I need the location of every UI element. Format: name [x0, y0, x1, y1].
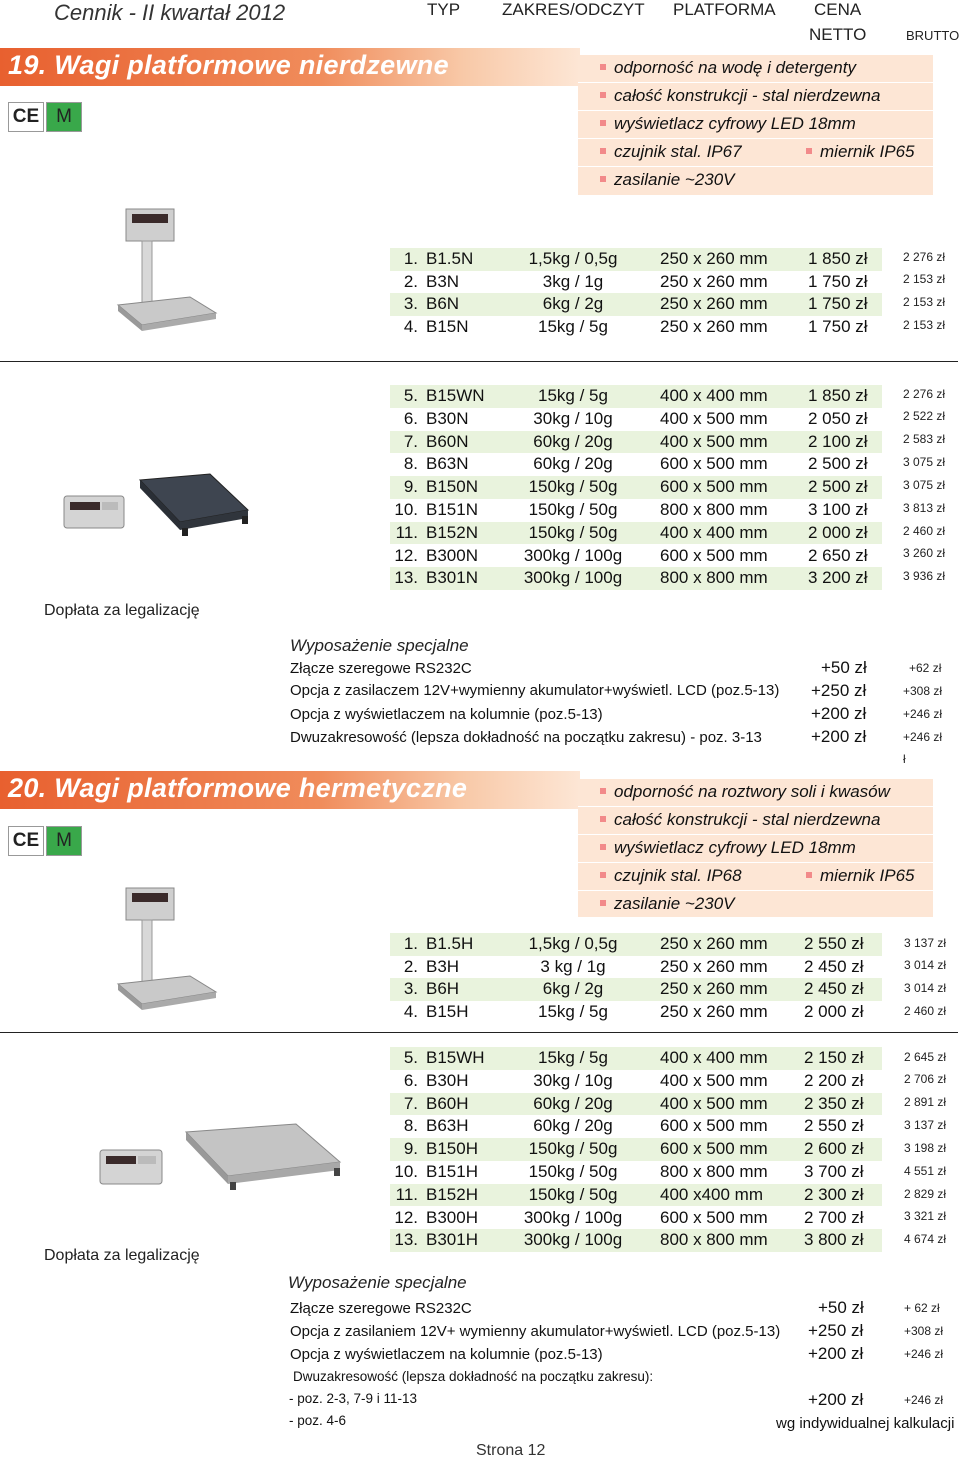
bullet-icon: [600, 148, 606, 154]
brutto-value: 3 321 zł: [904, 1209, 947, 1223]
equipment-item: Opcja z wyświetlaczem na kolumnie (poz.5-13): [290, 706, 603, 723]
stray-char: ł: [903, 752, 906, 766]
feature-item: czujnik stal. IP67: [600, 142, 742, 162]
col-zakres: ZAKRES/ODCZYT: [502, 0, 645, 19]
page-number: Strona 12: [476, 1442, 546, 1459]
table-row: 10. B151H 150kg / 50g 800 x 800 mm 3 700 zł: [394, 1162, 864, 1181]
equipment-netto: +200 zł: [811, 727, 867, 746]
feature-item: wyświetlacz cyfrowy LED 18mm: [600, 838, 856, 858]
m-mark-icon: M: [46, 826, 82, 856]
feature-item: odporność na roztwory soli i kwasów: [600, 782, 890, 802]
column-scale-image: [112, 884, 222, 1014]
brutto-value: 2 460 zł: [904, 1004, 947, 1018]
brutto-value: 3 014 zł: [904, 958, 947, 972]
col-netto: NETTO: [809, 25, 867, 44]
col-typ: TYP: [427, 0, 461, 19]
brutto-value: 3 936 zł: [903, 569, 946, 583]
bullet-icon: [600, 816, 606, 822]
equipment-title: Wyposażenie specjalne: [288, 1273, 467, 1292]
section-20-title: 20. Wagi platformowe hermetyczne: [8, 773, 468, 803]
brutto-value: 3 260 zł: [903, 546, 946, 560]
brutto-value: 4 674 zł: [904, 1232, 947, 1246]
equipment-item: Złącze szeregowe RS232C: [290, 1300, 472, 1317]
brutto-value: 2 276 zł: [903, 250, 946, 264]
individual-calc-note: wg indywidualnej kalkulacji: [776, 1415, 955, 1432]
equipment-netto: +250 zł: [811, 681, 867, 700]
dual-range-item: - poz. 2-3, 7-9 i 11-13: [289, 1391, 418, 1406]
brutto-value: 2 460 zł: [903, 524, 946, 538]
equipment-netto: +200 zł: [808, 1344, 864, 1363]
table-row: 9. B150H 150kg / 50g 600 x 500 mm 2 600 zł: [390, 1138, 882, 1161]
table-row: 2. B3N 3kg / 1g 250 x 260 mm 1 750 zł: [403, 271, 868, 291]
table-row: 13. B301H 300kg / 100g 800 x 800 mm 3 800 zł: [390, 1229, 882, 1252]
table-row: 8. B63H 60kg / 20g 600 x 500 mm 2 550 zł: [403, 1116, 864, 1136]
equipment-netto: +50 zł: [818, 1298, 864, 1317]
divider: [0, 1032, 958, 1033]
equipment-brutto: + 62 zł: [904, 1301, 940, 1315]
dual-range-item: - poz. 4-6: [289, 1413, 347, 1428]
feature-item: czujnik stal. IP68: [600, 866, 742, 886]
brutto-value: 2 153 zł: [903, 295, 946, 309]
brutto-value: 2 645 zł: [904, 1050, 947, 1064]
divider: [0, 361, 958, 362]
equipment-title: Wyposażenie specjalne: [290, 636, 469, 655]
ce-mark-icon: CE: [8, 826, 44, 856]
dual-range-title: Dwuzakresowość (lepsza dokładność na początku zakresu):: [293, 1369, 654, 1384]
equipment-brutto: +62 zł: [909, 661, 942, 675]
col-cena: CENA: [814, 0, 862, 19]
col-brutto: BRUTTO: [906, 28, 960, 43]
equipment-netto: +250 zł: [808, 1321, 864, 1340]
bullet-icon: [806, 148, 812, 154]
platform-scale-image: [60, 470, 250, 570]
brutto-value: 3 075 zł: [903, 478, 946, 492]
feature-item: miernik IP65: [806, 866, 914, 886]
col-platforma: PLATFORMA: [673, 0, 776, 19]
bullet-icon: [600, 176, 606, 182]
brutto-value: 3 014 zł: [904, 981, 947, 995]
bullet-icon: [806, 872, 812, 878]
feature-item: miernik IP65: [806, 142, 914, 162]
table-row: 9. B150N 150kg / 50g 600 x 500 mm 2 500 zł: [390, 476, 882, 499]
equipment-item: Opcja z zasilaczem 12V+wymienny akumulator+wyświetl. LCD (poz.5-13): [290, 682, 780, 699]
table-row: 13. B301N 300kg / 100g 800 x 800 mm 3 200 zł: [390, 567, 882, 590]
table-row: 3. B6H 6kg / 2g 250 x 260 mm 2 450 zł: [390, 978, 882, 1001]
equipment-brutto: +246 zł: [904, 1347, 944, 1361]
bullet-icon: [600, 900, 606, 906]
equipment-item: Złącze szeregowe RS232C: [290, 660, 472, 677]
bullet-icon: [600, 92, 606, 98]
table-row: 8. B63N 60kg / 20g 600 x 500 mm 2 500 zł: [403, 454, 868, 474]
table-row: 10. B151N 150kg / 50g 800 x 800 mm 3 100 zł: [394, 500, 868, 519]
table-row: 7. B60H 60kg / 20g 400 x 500 mm 2 350 zł: [390, 1093, 882, 1116]
section-19-title: 19. Wagi platformowe nierdzewne: [8, 50, 449, 80]
brutto-value: 4 551 zł: [904, 1164, 947, 1178]
table-row: 4. B15H 15kg / 5g 250 x 260 mm 2 000 zł: [403, 1001, 864, 1021]
equipment-brutto: +308 zł: [903, 684, 943, 698]
feature-item: wyświetlacz cyfrowy LED 18mm: [600, 114, 856, 134]
brutto-value: 2 583 zł: [903, 432, 946, 446]
feature-item: całość konstrukcji - stal nierdzewna: [600, 86, 880, 106]
brutto-value: 2 522 zł: [903, 409, 946, 423]
brutto-value: 2 153 zł: [903, 318, 946, 332]
bullet-icon: [600, 788, 606, 794]
equipment-brutto: +246 zł: [903, 730, 943, 744]
table-row: 4. B15N 15kg / 5g 250 x 260 mm 1 750 zł: [403, 316, 868, 336]
equipment-item: Opcja z zasilaniem 12V+ wymienny akumulator+wyświetl. LCD (poz.5-13): [290, 1323, 781, 1340]
equipment-item: Dwuzakresowość (lepsza dokładność na początku zakresu) - poz. 3-13: [290, 729, 762, 746]
feature-item: całość konstrukcji - stal nierdzewna: [600, 810, 880, 830]
column-scale-image: [112, 205, 222, 335]
table-row: 5. B15WN 15kg / 5g 400 x 400 mm 1 850 zł: [390, 385, 882, 408]
page-title: Cennik - II kwartał 2012: [54, 0, 286, 25]
table-row: 6. B30N 30kg / 10g 400 x 500 mm 2 050 zł: [403, 408, 868, 428]
brutto-value: 3 137 zł: [904, 1118, 947, 1132]
feature-item: odporność na wodę i detergenty: [600, 58, 856, 78]
brutto-value: 2 276 zł: [903, 387, 946, 401]
table-row: 1. B1.5H 1,5kg / 0,5g 250 x 260 mm 2 550 zł: [390, 933, 882, 956]
table-row: 5. B15WH 15kg / 5g 400 x 400 mm 2 150 zł: [390, 1047, 882, 1070]
brutto-value: 3 813 zł: [903, 501, 946, 515]
table-row: 11. B152N 150kg / 50g 400 x 400 mm 2 000 zł: [390, 522, 882, 545]
bullet-icon: [600, 844, 606, 850]
brutto-value: 3 075 zł: [903, 455, 946, 469]
feature-item: zasilanie ~230V: [600, 170, 735, 190]
equipment-item: Opcja z wyświetlaczem na kolumnie (poz.5-13): [290, 1346, 603, 1363]
doplata-label: Dopłata za legalizację: [44, 1247, 200, 1264]
bullet-icon: [600, 120, 606, 126]
equipment-netto: +200 zł: [811, 704, 867, 723]
brutto-value: 2 891 zł: [904, 1095, 947, 1109]
equipment-brutto: +308 zł: [904, 1324, 944, 1338]
table-row: 3. B6N 6kg / 2g 250 x 260 mm 1 750 zł: [390, 293, 882, 316]
table-row: 12. B300N 300kg / 100g 600 x 500 mm 2 650 zł: [394, 545, 868, 565]
brutto-value: 3 137 zł: [904, 936, 947, 950]
equipment-brutto: +246 zł: [903, 707, 943, 721]
table-row: 6. B30H 30kg / 10g 400 x 500 mm 2 200 zł: [403, 1070, 864, 1090]
table-row: 12. B300H 300kg / 100g 600 x 500 mm 2 700 zł: [394, 1207, 864, 1227]
brutto-value: 2 706 zł: [904, 1072, 947, 1086]
section-20-features: [578, 779, 933, 917]
bullet-icon: [600, 872, 606, 878]
brutto-value: 2 829 zł: [904, 1187, 947, 1201]
feature-item: zasilanie ~230V: [600, 894, 735, 914]
table-row: 1. B1.5N 1,5kg / 0,5g 250 x 260 mm 1 850 zł: [390, 248, 882, 271]
doplata-label: Dopłata za legalizację: [44, 602, 200, 619]
table-row: 2. B3H 3 kg / 1g 250 x 260 mm 2 450 zł: [403, 956, 864, 976]
bullet-icon: [600, 64, 606, 70]
m-mark-icon: M: [46, 102, 82, 132]
section-19-features: [578, 55, 933, 195]
brutto-value: 3 198 zł: [904, 1141, 947, 1155]
table-row: 7. B60N 60kg / 20g 400 x 500 mm 2 100 zł: [390, 431, 882, 454]
table-row: 11. B152H 150kg / 50g 400 x400 mm 2 300 zł: [390, 1184, 882, 1207]
equipment-netto: +200 zł: [808, 1390, 864, 1409]
equipment-brutto: +246 zł: [904, 1393, 944, 1407]
equipment-netto: +50 zł: [821, 658, 867, 677]
ce-mark-icon: CE: [8, 102, 44, 132]
brutto-value: 2 153 zł: [903, 272, 946, 286]
platform-scale-image: [96, 1120, 346, 1230]
